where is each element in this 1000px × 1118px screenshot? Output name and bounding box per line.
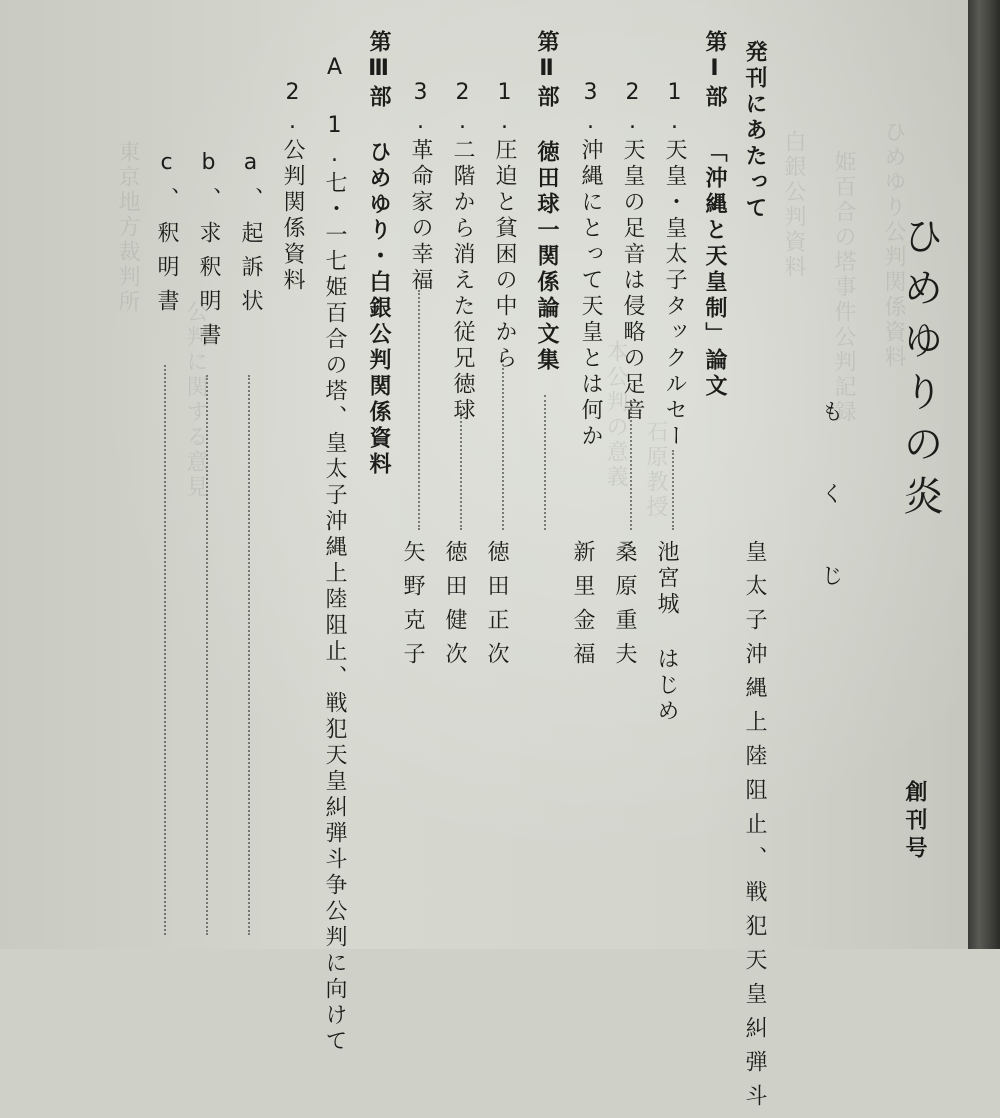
part1-heading: 第Ⅰ部 「沖縄と天皇制」論文 (702, 30, 727, 400)
entry-author: 徳田正次 (484, 540, 509, 676)
show-through-text: 本公判の意義 (603, 340, 628, 490)
dotted-leader (460, 410, 462, 530)
entry-title: 天皇の足音は侵略の足音 (620, 138, 645, 424)
entry-title: 求釈明書 (196, 221, 221, 357)
entry-author: 桑原重夫 (612, 540, 637, 676)
dotted-leader (206, 375, 208, 935)
entry-author: 新里金福 (570, 540, 595, 676)
dotted-leader (672, 450, 674, 530)
dotted-leader (630, 400, 632, 530)
toc-entry-preface[interactable]: 発刊にあたって (742, 40, 767, 222)
entry-number: 2. (280, 80, 305, 138)
dotted-leader (418, 290, 420, 530)
entry-number: c、 (154, 150, 179, 221)
show-through-text: 石原教授 (643, 420, 668, 520)
part3-heading: 第Ⅲ部 ひめゆり・白銀公判関係資料 (366, 30, 391, 478)
entry-title: 天皇・皇太子タックルセー (662, 138, 687, 450)
entry-title: 革命家の幸福 (408, 138, 433, 294)
toc-entry-part3-c[interactable] (155, 150, 177, 323)
show-through-text: ひめゆり公判関係資料 (881, 120, 906, 370)
entry-author: 池宮城 はじめ (654, 540, 679, 725)
entry-title: 圧迫と貧困の中から (492, 138, 517, 372)
dotted-leader (502, 360, 504, 530)
show-through-text: 東京地方裁判所 (115, 140, 140, 315)
magazine-title: ひめゆりの炎 (897, 215, 943, 527)
toc-entry-part3-a[interactable] (239, 150, 261, 323)
part2-heading: 第Ⅱ部 徳田球一関係論文集 (534, 30, 559, 374)
toc-entry-part3-a1[interactable] (323, 55, 345, 1055)
dotted-leader (544, 395, 546, 530)
toc-entry-part2-3[interactable] (409, 80, 431, 294)
toc-entry-part3-b[interactable] (197, 150, 219, 357)
dotted-leader (248, 375, 250, 935)
dotted-leader (164, 365, 166, 935)
toc-entry-part1-1[interactable] (663, 80, 685, 450)
entry-number: A 1. (322, 55, 347, 171)
preface-author: 皇太子沖縄上陸阻止、戦犯天皇糾弾斗 (742, 540, 767, 1118)
entry-number: 2. (450, 80, 475, 138)
entry-number: 2. (620, 80, 645, 138)
toc-entry-part2-2[interactable] (451, 80, 473, 424)
entry-title: 釈明書 (154, 221, 179, 323)
entry-title: 七・一七姫百合の塔、皇太子沖縄上陸阻止、戦犯天皇糾弾斗争公判に向けて (322, 171, 347, 1055)
entry-number: 1. (492, 80, 517, 138)
entry-author: 矢野克子 (400, 540, 425, 676)
toc-entry-part1-2[interactable] (621, 80, 643, 424)
entry-title: 沖縄にとって天皇とは何か (578, 138, 603, 450)
contents-heading: もくじ (818, 400, 843, 646)
entry-number: 3. (578, 80, 603, 138)
entry-title: 起訴状 (238, 221, 263, 323)
entry-title: 二階から消えた従兄徳球 (450, 138, 475, 424)
show-through-text: 白銀公判資料 (781, 130, 806, 280)
entry-number: 1. (662, 80, 687, 138)
show-through-text: 姫百合の塔事件公判記録 (831, 150, 856, 425)
show-through-text: 公判に関する意見 (183, 300, 208, 500)
issue-label: 創刊号 (902, 780, 927, 864)
entry-number: b、 (196, 150, 221, 221)
entry-number: 3. (408, 80, 433, 138)
entry-title: 公判関係資料 (280, 138, 305, 294)
toc-entry-part2-1[interactable] (493, 80, 515, 372)
book-spine-shadow (968, 0, 1000, 949)
toc-entry-part1-3[interactable] (579, 80, 601, 450)
entry-author: 徳田健次 (442, 540, 467, 676)
toc-entry-part3-a2[interactable] (281, 80, 303, 294)
entry-number: a、 (238, 150, 263, 221)
